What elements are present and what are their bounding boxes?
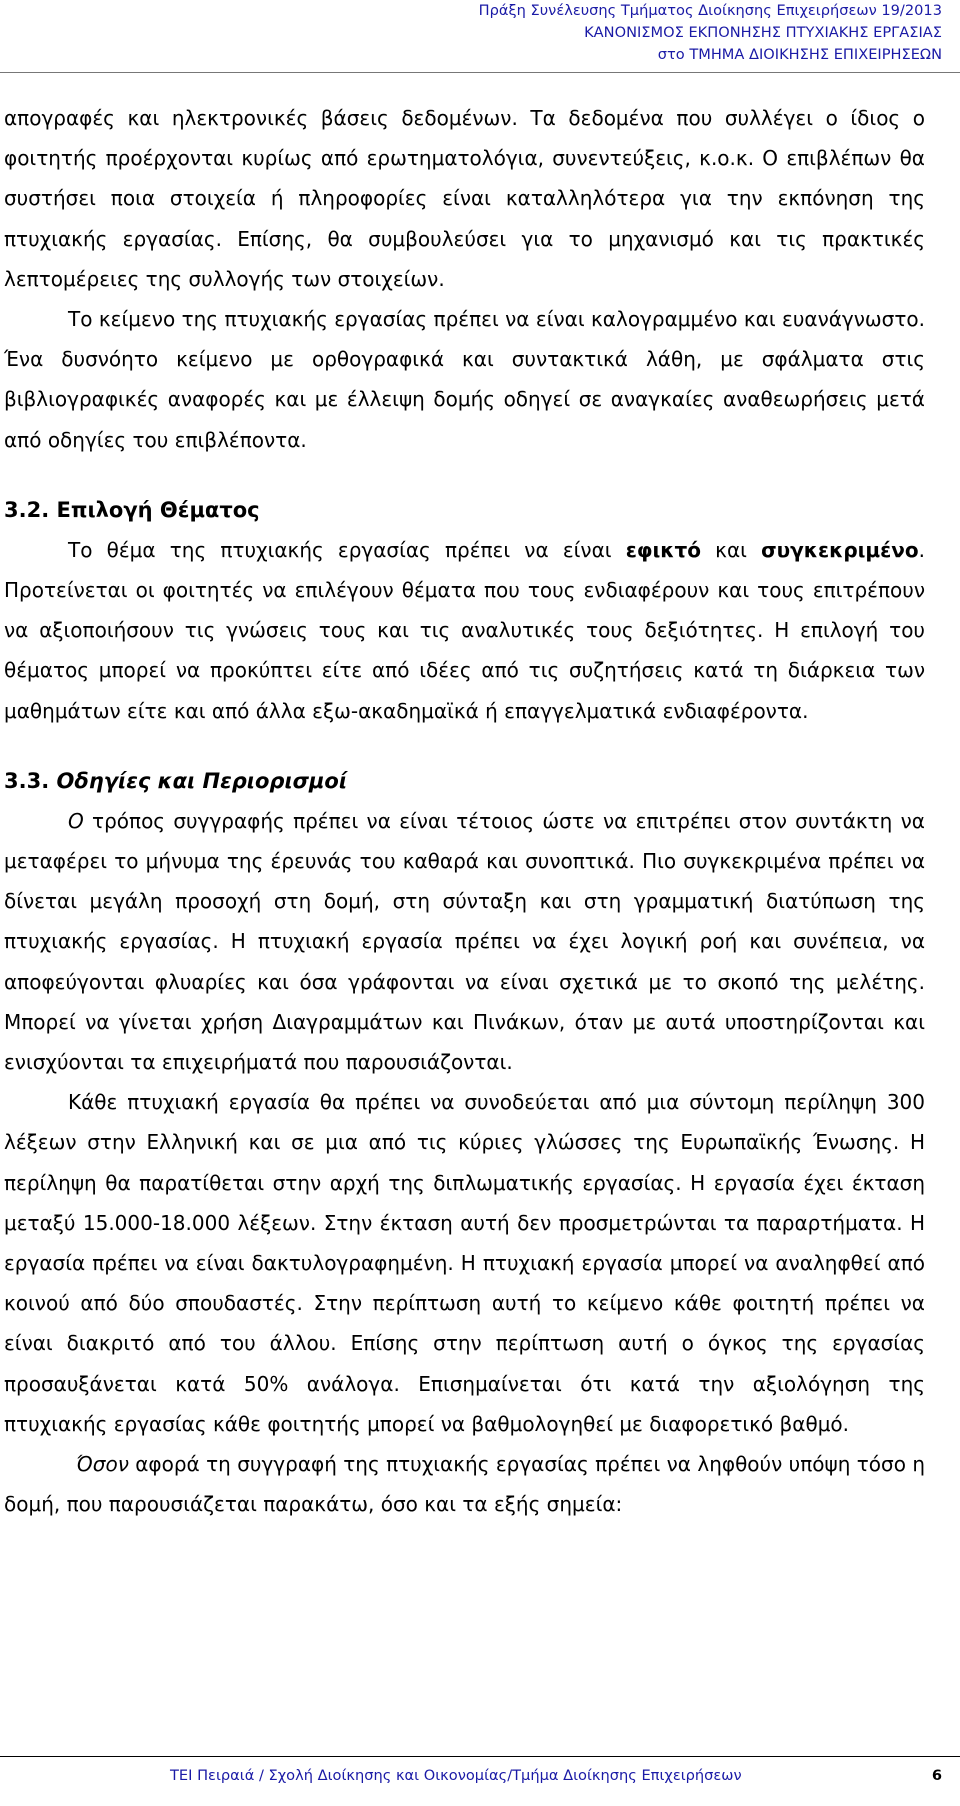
header-line-1: Πράξη Συνέλευσης Τμήματος Διοίκησης Επιχειρήσεων 19/2013 xyxy=(478,2,942,19)
header-line-2: ΚΑΝΟΝΙΣΜΟΣ ΕΚΠΟΝΗΣΗΣ ΠΤΥΧΙΑΚΗΣ ΕΡΓΑΣΙΑΣ xyxy=(584,24,942,41)
header-divider xyxy=(0,72,960,73)
paragraph-3 xyxy=(4,530,925,731)
text-run: και xyxy=(700,537,762,562)
section-title: Οδηγίες και Περιορισμοί xyxy=(56,768,348,793)
paragraph-2: Το κείμενο της πτυχιακής εργασίας πρέπει να είναι καλογραμμένο και ευανάγνωστο. Ένα δυσνόητο κείμενο με ορθογραφικά και συντακτικά λάθη, με σφάλματα στις βιβλιογραφικές αναφορές και με έλλειψη δομής οδηγεί σε αναγκαίες αναθεωρήσεις μετά από οδηγίες του επιβλέποντα. xyxy=(4,307,925,452)
section-title: Επιλογή Θέματος xyxy=(56,497,260,522)
paragraph-4 xyxy=(4,801,925,1082)
page-header xyxy=(479,0,942,66)
footer-text: ΤΕΙ Πειραιά / Σχολή Διοίκησης και Οικονομίας/Τμήμα Διοίκησης Επιχειρήσεων xyxy=(170,1767,742,1784)
section-number: 3.3. xyxy=(4,768,50,793)
section-heading-3-3 xyxy=(4,761,925,801)
text-run: . Προτείνεται οι φοιτητές να επιλέγουν θέματα που τους ενδιαφέρουν και τους επιτρέπουν να αξιοποιήσουν τις γνώσεις τους και τις αναλυτικές τους δεξιότητες. Η επιλογή του θέματος μπορεί να προκύπτει είτε από ιδέες από τις συζητήσεις κατά τη διάρκεια των μαθημάτων είτε και από άλλα εξω-ακαδημαϊκά ή επαγγελματικά ενδιαφέροντα. xyxy=(4,537,925,723)
text-run: τρόπος συγγραφής πρέπει να είναι τέτοιος ώστε να επιτρέπει στον συντάκτη να μεταφέρει το μήνυμα της έρευνάς του καθαρά και συνοπτικά. Πιο συγκεκριμένα πρέπει να δίνεται μεγάλη προσοχή στη δομή, στη σύνταξη και στη γραμματική διατύπωση της πτυχιακής εργασίας. Η πτυχιακή εργασία πρέπει να έχει λογική ροή και συνέπεια, να αποφεύγονται φλυαρίες και όσα γράφονται να είναι σχετικά με το σκοπό της μελέτης. Μπορεί να γίνεται χρήση Διαγραμμάτων και Πινάκων, όταν με αυτά υποστηρίζονται και ενισχύονται τα επιχειρήματά που παρουσιάζονται. xyxy=(4,808,925,1075)
section-number: 3.2. xyxy=(4,497,50,522)
page-number: 6 xyxy=(931,1767,942,1784)
text-run: Το θέμα της πτυχιακής εργασίας πρέπει να είναι xyxy=(68,537,626,562)
spacer xyxy=(4,731,925,761)
paragraph-5: Κάθε πτυχιακή εργασία θα πρέπει να συνοδεύεται από μια σύντομη περίληψη 300 λέξεων στην Ελληνική και σε μια από τις κύριες γλώσσες της Ευρωπαϊκής Ένωσης. Η περίληψη θα παρατίθεται στην αρχή της διπλωματικής εργασίας. Η εργασία έχει έκταση μεταξύ 15.000-18.000 λέξεων. Στην έκταση αυτή δεν προσμετρώνται τα παραρτήματα. Η εργασία πρέπει να είναι δακτυλογραφημένη. Η πτυχιακή εργασία μπορεί να αναληφθεί από κοινού από δύο σπουδαστές. Στην περίπτωση αυτή το κείμενο κάθε φοιτητή πρέπει να είναι διακριτό από του άλλου. Επίσης στην περίπτωση αυτή ο όγκος της εργασίας προσαυξάνεται κατά 50% ανάλογα. Επισημαίνεται ότι κατά την αξιολόγηση της πτυχιακής εργασίας κάθε φοιτητής μπορεί να βαθμολογηθεί με διαφορετικό βαθμό. xyxy=(4,1090,925,1436)
paragraph-6 xyxy=(4,1444,925,1524)
italic-lead: Ο xyxy=(68,808,84,833)
spacer xyxy=(4,460,925,490)
footer-divider xyxy=(0,1756,960,1757)
section-heading-3-2 xyxy=(4,490,925,530)
header-line-3: στο ΤΜΗΜΑ ΔΙΟΙΚΗΣΗΣ ΕΠΙΧΕΙΡΗΣΕΩΝ xyxy=(657,46,942,63)
paragraph-1: απογραφές και ηλεκτρονικές βάσεις δεδομένων. Τα δεδομένα που συλλέγει ο ίδιος ο φοιτητής προέρχονται κυρίως από ερωτηματολόγια, συνεντεύξεις, κ.ο.κ. Ο επιβλέπων θα συστήσει ποια στοιχεία ή πληροφορίες είναι καταλληλότερα για την εκπόνηση της πτυχιακής εργασίας. Επίσης, θα συμβουλεύσει για το μηχανισμό και τις πρακτικές λεπτομέρειες της συλλογής των στοιχείων. xyxy=(4,106,925,291)
italic-lead: Όσον xyxy=(76,1452,129,1477)
bold-term-specific: συγκεκριμένο xyxy=(761,537,919,562)
text-run: αφορά τη συγγραφή της πτυχιακής εργασίας πρέπει να ληφθούν υπόψη τόσο η δομή, που παρουσιάζεται παρακάτω, όσο και τα εξής σημεία: xyxy=(4,1452,925,1517)
document-body xyxy=(4,98,925,1525)
bold-term-feasible: εφικτό xyxy=(625,537,701,562)
